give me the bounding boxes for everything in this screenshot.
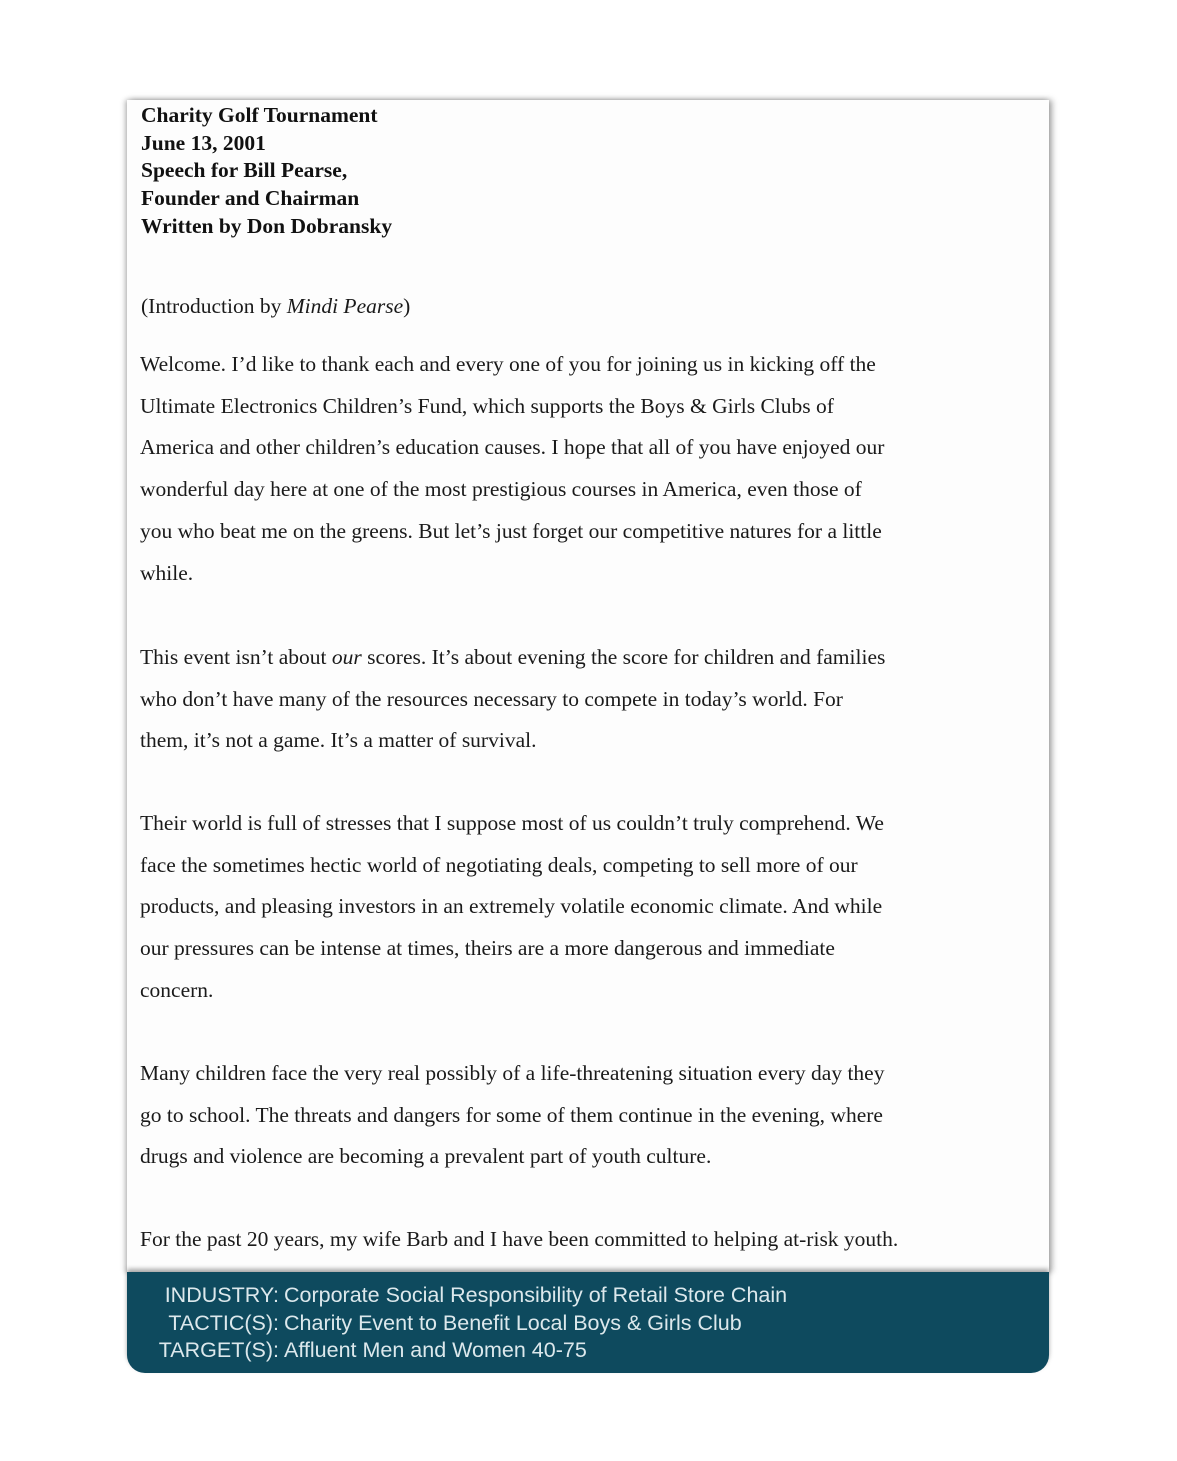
paragraph-line: while. [140,560,194,585]
line-prefix: This event isn’t about [140,645,332,669]
speech-for-line: Speech for Bill Pearse, [141,158,348,183]
paragraph-event-purpose [140,637,1040,762]
paragraph-line: Welcome. I’d like to thank each and every one of you for joining us in kicking off the [140,352,876,376]
paragraph-stresses [140,803,1040,1012]
intro-prefix: (Introduction by [141,294,287,318]
paragraph-line: Ultimate Electronics Children’s Fund, which supports the Boys & Girls Clubs of [140,393,834,418]
industry-row [127,1281,787,1309]
document-header [141,102,392,241]
paragraph-line: who don’t have many of the resources necessary to compete in today’s world. For [140,686,843,711]
paragraph-line: our pressures can be intense at times, theirs are a more dangerous and immediate [140,936,835,961]
event-title: Charity Golf Tournament [141,103,378,127]
paragraph-line: face the sometimes hectic world of negotiating deals, competing to sell more of our [140,852,858,877]
speaker-title: Founder and Chairman [141,186,360,211]
paragraph-line: Many children face the very real possibly of a life-threatening situation every day they [140,1061,885,1085]
paragraph-line: America and other children’s education causes. I hope that all of you have enjoyed our [140,435,885,460]
tactics-value: Charity Event to Benefit Local Boys & Girls Club [284,1311,742,1335]
industry-label: INDUSTRY: [164,1283,279,1307]
paragraph-line: drugs and violence are becoming a prevalent part of youth culture. [140,1144,712,1169]
targets-row [127,1336,587,1364]
paragraph-line: wonderful day here at one of the most prestigious courses in America, even those of [140,477,862,502]
paragraph-welcome [140,344,1040,594]
introduction-line [141,294,410,319]
line-suffix: scores. It’s about evening the score for children and families [361,645,886,669]
paragraph-commitment [140,1219,1040,1261]
paragraph-line: them, it’s not a game. It’s a matter of survival. [140,728,537,753]
case-summary-banner [127,1272,1049,1373]
paragraph-line: you who beat me on the greens. But let’s just forget our competitive natures for a little [140,518,882,543]
speech-page [127,100,1049,1272]
paragraph-line: For the past 20 years, my wife Barb and I have been committed to helping at-risk youth. [140,1227,899,1251]
author-line: Written by Don Dobransky [141,213,393,238]
tactics-label: TACTIC(S): [168,1311,279,1335]
paragraph-line [140,637,1040,679]
industry-value: Corporate Social Responsibility of Retail Store Chain [284,1283,788,1307]
event-date: June 13, 2001 [141,130,266,155]
emphasis-our: our [331,645,362,669]
paragraph-line: products, and pleasing investors in an extremely volatile economic climate. And while [140,894,883,919]
tactics-row [127,1309,742,1337]
intro-suffix: ) [403,294,411,318]
paragraph-line: go to school. The threats and dangers for some of them continue in the evening, where [140,1102,883,1127]
paragraph-line: concern. [140,977,214,1002]
targets-label: TARGET(S): [158,1338,279,1362]
intro-name: Mindi Pearse [286,294,404,318]
targets-value: Affluent Men and Women 40-75 [284,1338,587,1362]
paragraph-line: Their world is full of stresses that I suppose most of us couldn’t truly comprehend. We [140,811,884,835]
paragraph-dangers [140,1053,1040,1178]
